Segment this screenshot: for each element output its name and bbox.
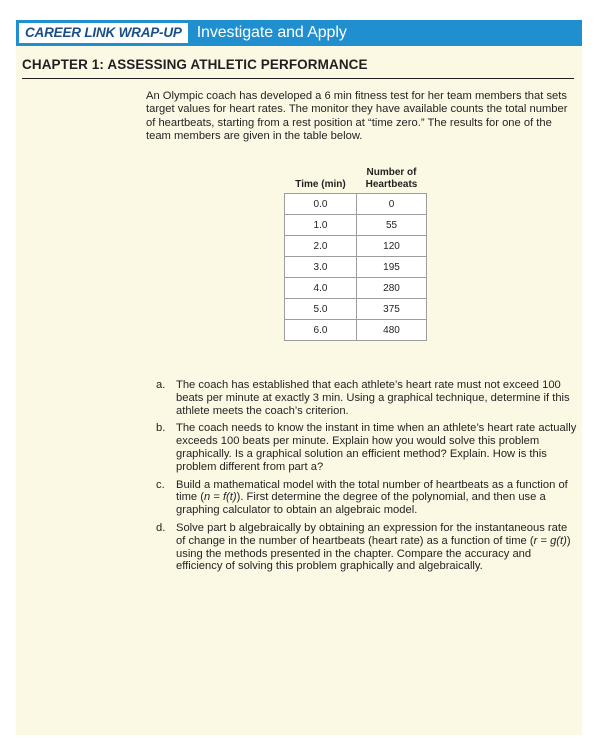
time-cell: 2.0	[285, 236, 357, 257]
question-d	[156, 522, 578, 573]
question-text: The coach needs to know the instant in time when an athlete’s heart rate actually exceeds 100 beats per minute. Explain how you would solve this problem graphically. Is a graphical solution an efficient method? Explain. How is this problem different from part a?	[176, 422, 577, 473]
time-cell: 3.0	[285, 257, 357, 278]
question-c	[156, 479, 578, 517]
heartbeats-cell: 480	[357, 320, 427, 341]
question-text-before: Solve part b algebraically by obtaining an expression for the instantaneous rate of change in the number of heartbeats (heart rate) as a function of time (	[176, 521, 568, 547]
career-link-tag: CAREER LINK WRAP-UP	[19, 23, 188, 43]
header-heartbeats	[357, 161, 427, 194]
question-text-after: ). First determine the degree of the polynomial, and then use a graphing calculator to obtain an algebraic model.	[176, 491, 546, 517]
time-cell: 5.0	[285, 299, 357, 320]
question-a	[156, 379, 578, 417]
heartbeat-table	[284, 161, 427, 341]
question-letter: b.	[156, 422, 166, 435]
table-row	[285, 236, 427, 257]
header-banner	[16, 20, 582, 46]
math-expression: r = g(t)	[533, 534, 567, 547]
heartbeats-cell: 120	[357, 236, 427, 257]
table-row	[285, 215, 427, 236]
question-letter: d.	[156, 521, 166, 534]
header-heartbeats-line1: Number of	[366, 167, 417, 178]
table-row	[285, 299, 427, 320]
heartbeats-cell: 195	[357, 257, 427, 278]
header-heartbeats-line2: Heartbeats	[365, 179, 418, 190]
table-row	[285, 194, 427, 215]
question-text-after: ) using the methods presented in the chapter. Compare the accuracy and efficiency of solving this problem graphically and algebraically.	[176, 534, 571, 573]
time-cell: 4.0	[285, 278, 357, 299]
header-time: Time (min)	[295, 179, 346, 190]
heartbeats-cell: 0	[357, 194, 427, 215]
question-letter: a.	[156, 379, 166, 391]
heartbeats-cell: 375	[357, 299, 427, 320]
intro-paragraph: An Olympic coach has developed a 6 min fitness test for her team members that sets target values for heart rates. The monitor they have available counts the total number of heartbeats, starting from a rest position at “time zero.” The results for one of the team members are given in the table below.	[146, 90, 568, 143]
chapter-heading: CHAPTER 1: ASSESSING ATHLETIC PERFORMANCE	[22, 57, 574, 79]
question-text: The coach has established that each athlete’s heart rate must not exceed 100 beats per minute at exactly 3 min. Using a graphical technique, determine if this athlete meets the coach’s criterion.	[176, 379, 570, 417]
question-letter: c.	[156, 478, 165, 491]
heartbeats-cell: 280	[357, 278, 427, 299]
time-cell: 0.0	[285, 194, 357, 215]
question-b	[156, 422, 578, 473]
math-expression: n = f(t)	[203, 491, 237, 504]
question-list	[156, 379, 578, 578]
time-cell: 6.0	[285, 320, 357, 341]
banner-title: Investigate and Apply	[196, 24, 347, 41]
heartbeats-cell: 55	[357, 215, 427, 236]
page	[16, 20, 582, 735]
table-row	[285, 257, 427, 278]
table-row	[285, 278, 427, 299]
time-cell: 1.0	[285, 215, 357, 236]
table-row	[285, 320, 427, 341]
question-text-before: Build a mathematical model with the total number of heartbeats as a function of time (	[176, 478, 568, 504]
